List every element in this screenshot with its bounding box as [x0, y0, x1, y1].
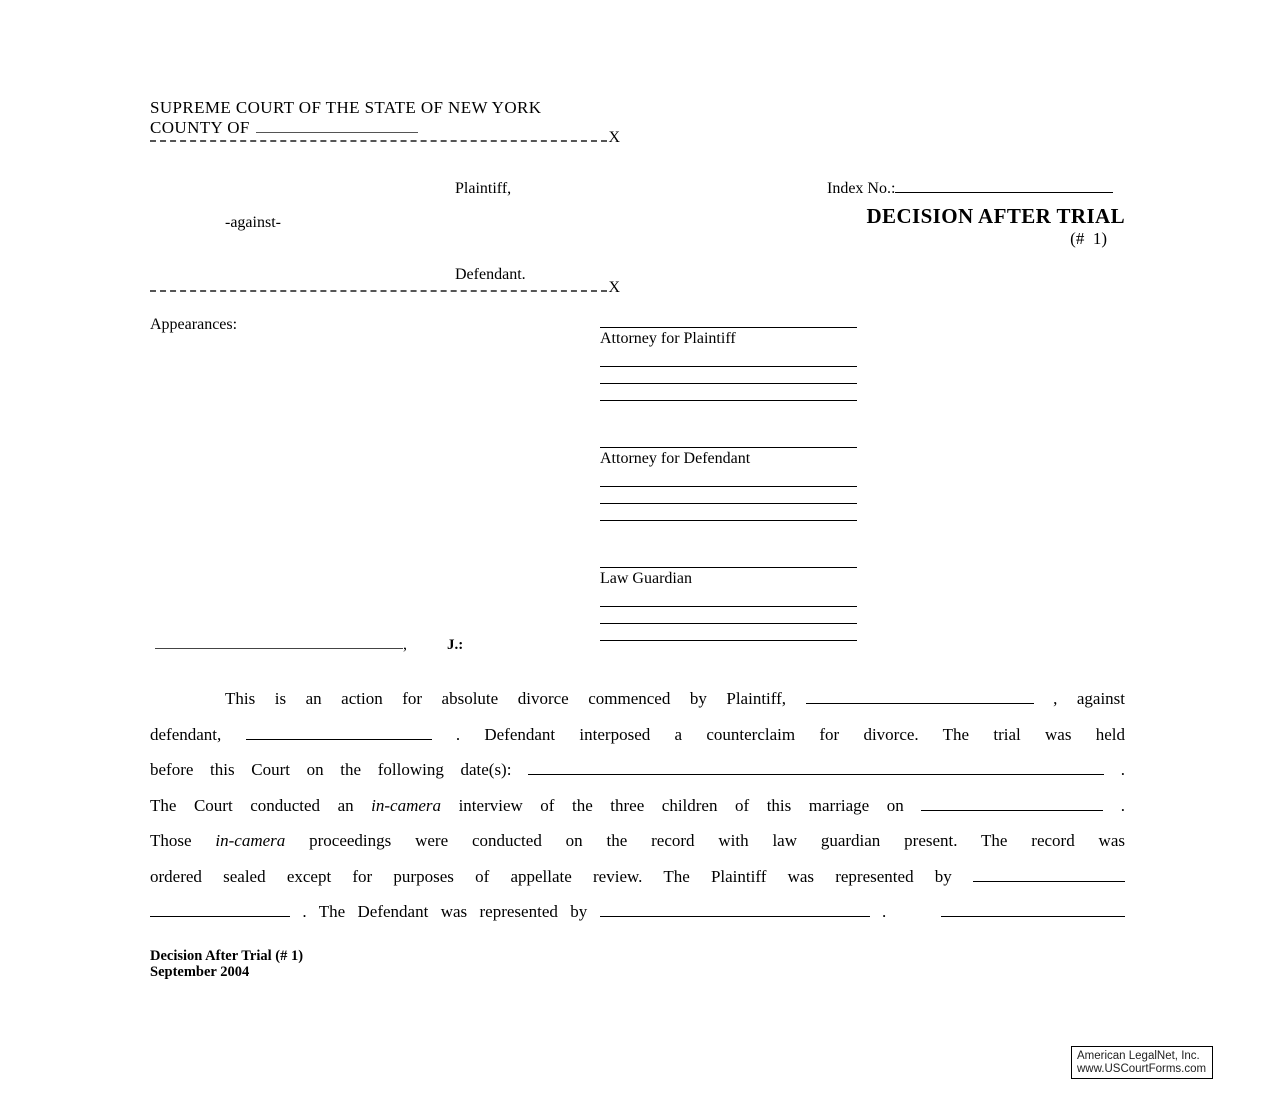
body-text: Those [150, 831, 216, 850]
body-text: . [1120, 795, 1126, 815]
decision-title-number: (# 1) [1070, 229, 1107, 248]
blank-field [921, 796, 1103, 811]
body-text: The Court conducted an [150, 795, 372, 815]
footer-form-name: Decision After Trial (# 1) [150, 948, 304, 964]
signature-line [600, 367, 857, 384]
blank-field [528, 760, 1104, 775]
signature-line [600, 487, 857, 504]
county-label: COUNTY OF [150, 118, 250, 137]
signature-label: Law Guardian [600, 570, 692, 587]
body-text: , against [1053, 689, 1126, 708]
signature-line [600, 590, 857, 607]
signature-line [600, 384, 857, 401]
body-text: interview of the three children of this marriage on [458, 795, 922, 815]
footer-form-date: September 2004 [150, 964, 250, 980]
body-text: . [1120, 760, 1126, 779]
body-line [150, 681, 1125, 717]
footer [150, 948, 303, 980]
body-line [150, 859, 1125, 895]
court-name: SUPREME COURT OF THE STATE OF NEW YORK [150, 98, 542, 117]
body-text: before this Court on the following date(s): [150, 760, 512, 779]
legalnet-website: www.USCourtForms.com [1077, 1063, 1207, 1075]
body-text: proceedings were conducted on the record with law guardian present. The record was [309, 831, 1125, 850]
appearance-blocks [600, 327, 857, 687]
body-text: defendant, [150, 724, 246, 744]
body-text: . [882, 902, 899, 921]
blank-field [941, 902, 1125, 917]
body-line [150, 894, 1125, 930]
body-text: ordered sealed except for purposes of appellate review. The Plaintiff was represented by [150, 866, 973, 886]
signature-block [600, 447, 857, 521]
signature-label: Attorney for Plaintiff [600, 330, 736, 347]
signature-block [600, 327, 857, 401]
caption-separator-top [150, 130, 620, 146]
dash-line [150, 140, 607, 142]
x-marker: X [608, 129, 620, 146]
body-text-italic: in-camera [371, 795, 442, 815]
index-no-blank-field [895, 178, 1113, 193]
blank-field [246, 725, 432, 740]
body-text: . Defendant interposed a counterclaim for divorce. The trial was held [455, 724, 1125, 744]
dash-line [150, 290, 607, 292]
body-paragraph [150, 681, 1125, 930]
text-gap [899, 916, 929, 917]
legalnet-company: American LegalNet, Inc. [1077, 1050, 1200, 1062]
body-text: . The Defendant was represented by [302, 902, 600, 921]
judge-comma: , [403, 636, 407, 653]
judge-name-blank-field [155, 634, 403, 649]
signature-block [600, 567, 857, 641]
signature-line [600, 470, 857, 487]
legalnet-badge [1071, 1046, 1213, 1079]
blank-field [973, 867, 1125, 882]
signature-line [600, 504, 857, 521]
blank-field [150, 902, 290, 917]
body-line [150, 717, 1125, 753]
body-text: This is an action for absolute divorce commenced by Plaintiff, [225, 689, 806, 708]
index-no-row [827, 178, 1113, 198]
body-line [150, 788, 1125, 824]
decision-title: DECISION AFTER TRIAL [866, 204, 1125, 228]
decision-title-block [813, 204, 1125, 250]
against-label: -against- [225, 214, 281, 231]
judge-label: J.: [447, 637, 464, 653]
appearances-label: Appearances: [150, 316, 238, 333]
signature-line [600, 624, 857, 641]
signature-label: Attorney for Defendant [600, 450, 751, 467]
judge-row [155, 634, 463, 654]
plaintiff-label: Plaintiff, [455, 180, 512, 197]
index-no-label: Index No.: [827, 180, 896, 197]
body-text-italic: in-camera [215, 831, 286, 850]
caption-separator-bottom [150, 280, 620, 296]
defendant-label: Defendant. [455, 266, 526, 283]
body-line [150, 823, 1125, 859]
blank-field [600, 902, 870, 917]
blank-field [806, 689, 1034, 704]
body-line [150, 752, 1125, 788]
signature-line [600, 607, 857, 624]
x-marker: X [608, 279, 620, 296]
signature-line [600, 350, 857, 367]
